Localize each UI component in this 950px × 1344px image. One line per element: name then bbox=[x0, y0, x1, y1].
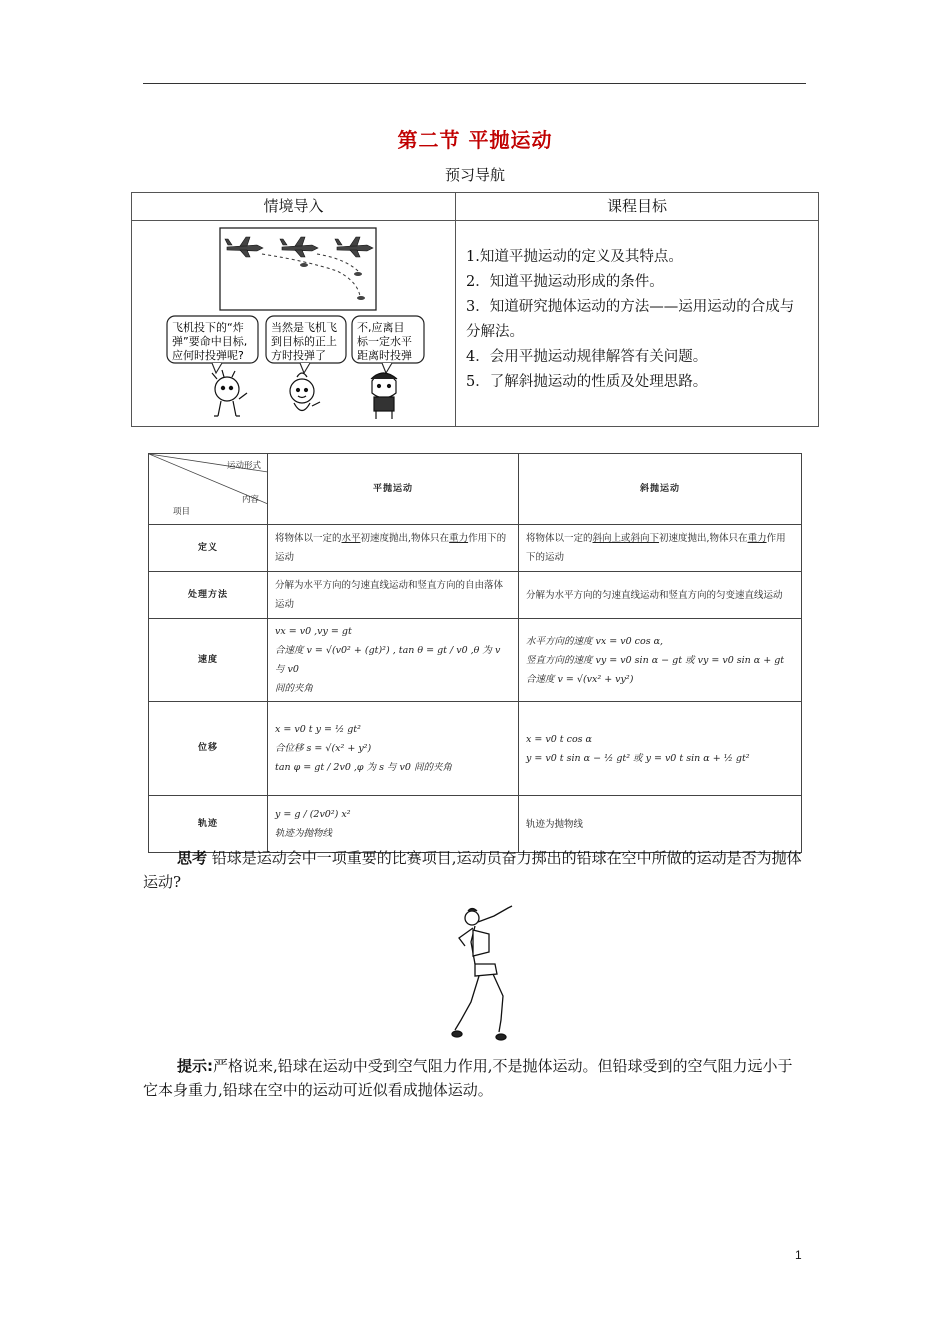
bubble-2-line-1: 当然是飞机飞 bbox=[271, 321, 337, 334]
corner-label-motion-form: 运动形式 bbox=[226, 461, 261, 471]
bombing-cartoon-illustration bbox=[132, 221, 455, 426]
airplane-icon bbox=[280, 237, 318, 257]
bomb-icon bbox=[357, 296, 365, 300]
airplane-scene-frame bbox=[220, 228, 376, 310]
goal-item: 1.知道平抛运动的定义及其特点。 bbox=[466, 249, 683, 265]
airplane-icon bbox=[225, 237, 263, 257]
projectile-comparison-table bbox=[148, 453, 802, 853]
col-header-oblique-projectile: 斜抛运动 bbox=[519, 454, 802, 525]
think-label: 思考 bbox=[177, 849, 208, 867]
think-question bbox=[143, 846, 807, 894]
diagonal-header-cell bbox=[149, 454, 268, 525]
shot-putter-illustration bbox=[445, 902, 520, 1047]
definition-oblique: 将物体以一定的斜向上或斜向下初速度抛出,物体只在重力作用下的运动 bbox=[519, 525, 802, 572]
trajectory-oblique: 轨迹为抛物线 bbox=[519, 796, 802, 853]
bubble-1-line-3: 应何时投弹呢? bbox=[172, 349, 244, 362]
intro-col-header-goals: 课程目标 bbox=[456, 193, 819, 221]
trajectory-horizontal: y = g / (2v0²) x² 轨迹为抛物线 bbox=[268, 796, 519, 853]
bubble-2-line-3: 方时投弹了 bbox=[271, 349, 326, 362]
bubble-1-line-1: 飞机投下的“炸 bbox=[172, 321, 244, 334]
velocity-horizontal: vx = v0 ,vy = gt 合速度 v = √(v0² + (gt)²) , tan θ = gt / v0 ,θ 为 v 与 v0 间的夹角 bbox=[268, 619, 519, 702]
bomb-icon bbox=[354, 272, 362, 276]
corner-label-content: 内容 bbox=[241, 495, 259, 505]
bubble-1-line-2: 弹”要命中目标, bbox=[172, 335, 248, 348]
bubble-3-line-3: 距离时投弹 bbox=[357, 349, 412, 362]
cartoon-character-2 bbox=[290, 373, 320, 411]
goal-item: 5．了解斜抛运动的性质及处理思路。 bbox=[466, 374, 708, 390]
row-label-displacement: 位移 bbox=[149, 702, 268, 796]
corner-label-item: 项目 bbox=[173, 507, 191, 517]
header-rule bbox=[143, 83, 806, 84]
row-label-velocity: 速度 bbox=[149, 619, 268, 702]
cartoon-character-1 bbox=[212, 370, 247, 416]
row-label-method: 处理方法 bbox=[149, 572, 268, 619]
course-goals-list bbox=[456, 221, 818, 395]
bubble-3-line-1: 不,应离目 bbox=[357, 321, 405, 334]
goal-item: 3．知道研究抛体运动的方法——运用运动的合成与分解法。 bbox=[466, 299, 795, 340]
hint-paragraph bbox=[143, 1054, 807, 1102]
hint-label: 提示: bbox=[177, 1057, 213, 1075]
airplane-icon bbox=[335, 237, 373, 257]
intro-col-header-scene: 情境导入 bbox=[132, 193, 456, 221]
bomb-trajectory bbox=[317, 254, 360, 273]
col-header-horizontal-projectile: 平抛运动 bbox=[268, 454, 519, 525]
definition-horizontal: 将物体以一定的水平初速度抛出,物体只在重力作用下的运动 bbox=[268, 525, 519, 572]
page-number: 1 bbox=[795, 1248, 802, 1262]
displacement-oblique: x = v0 t cos α y = v0 t sin α − ½ gt² 或 y = v0 t sin α + ½ gt² bbox=[519, 702, 802, 796]
scene-illustration-cell bbox=[132, 221, 456, 427]
bubble-3-line-2: 标一定水平 bbox=[357, 335, 412, 348]
row-label-trajectory: 轨迹 bbox=[149, 796, 268, 853]
displacement-horizontal: x = v0 t y = ½ gt² 合位移 s = √(x² + y²) tan φ = gt / 2v0 ,φ 为 s 与 v0 间的夹角 bbox=[268, 702, 519, 796]
section-subtitle: 预习导航 bbox=[444, 166, 505, 184]
hint-text: 严格说来,铅球在运动中受到空气阻力作用,不是抛体运动。但铅球受到的空气阻力远小于它本身重力,铅球在空中的运动可近似看成抛体运动。 bbox=[143, 1057, 793, 1099]
velocity-oblique: 水平方向的速度 vx = v0 cos α, 竖直方向的速度 vy = v0 sin α − gt 或 vy = v0 sin α + gt 合速度 v = √(vx² + vy²) bbox=[519, 619, 802, 702]
intro-table bbox=[131, 192, 819, 427]
bomb-icon bbox=[300, 263, 308, 267]
row-label-definition: 定义 bbox=[149, 525, 268, 572]
course-goals-cell bbox=[456, 221, 819, 427]
cartoon-character-3 bbox=[371, 373, 397, 419]
goal-item: 4．会用平抛运动规律解答有关问题。 bbox=[466, 349, 708, 365]
bomb-trajectory bbox=[262, 254, 360, 296]
goal-item: 2．知道平抛运动形成的条件。 bbox=[466, 274, 664, 290]
method-horizontal: 分解为水平方向的匀速直线运动和竖直方向的自由落体运动 bbox=[268, 572, 519, 619]
bubble-2-line-2: 到目标的正上 bbox=[271, 335, 337, 348]
think-text: 铅球是运动会中一项重要的比赛项目,运动员奋力掷出的铅球在空中所做的运动是否为抛体运动? bbox=[143, 849, 802, 891]
page-title: 第二节 平抛运动 bbox=[397, 128, 553, 152]
method-oblique: 分解为水平方向的匀速直线运动和竖直方向的匀变速直线运动 bbox=[519, 572, 802, 619]
